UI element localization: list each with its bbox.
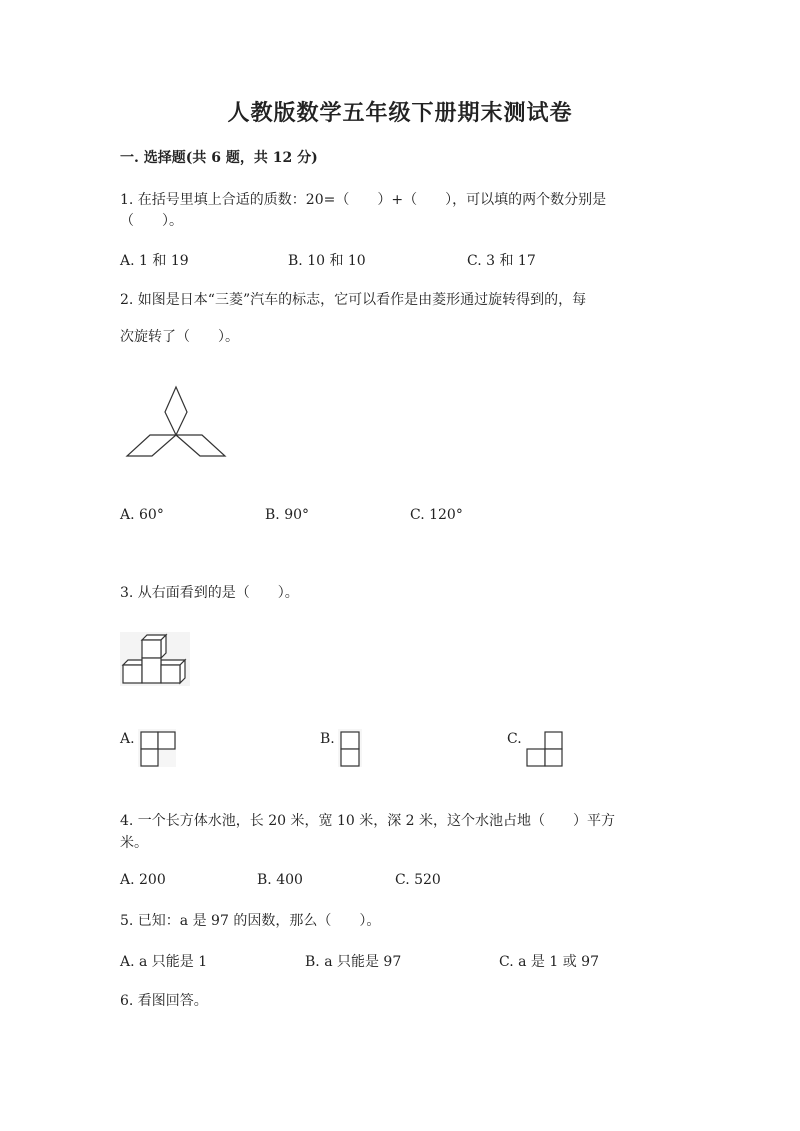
question-3-option-b: B. — [320, 731, 335, 747]
section-heading: 一. 选择题(共 6 题，共 12 分) — [120, 150, 318, 166]
question-1-option-c: C. 3 和 17 — [467, 253, 536, 269]
rhombus-right — [176, 435, 225, 456]
question-5-option-a: A. a 只能是 1 — [120, 954, 208, 970]
question-1-text-line1: 1. 在括号里填上合适的质数：20=（ ）+（ ），可以填的两个数分别是 — [120, 192, 607, 208]
question-2-text-line2: 次旋转了（ ）。 — [120, 329, 239, 345]
option-a-view-figure — [138, 729, 176, 767]
question-5-option-b: B. a 只能是 97 — [305, 954, 402, 970]
option-c-view-figure — [523, 729, 565, 767]
option-b-view-figure — [338, 729, 362, 767]
question-1-text-line2: （ ）。 — [120, 213, 183, 229]
question-6-text: 6. 看图回答。 — [120, 993, 208, 1009]
rhombus-left — [127, 435, 176, 456]
question-2-option-b: B. 90° — [265, 507, 310, 523]
question-3-option-c: C. — [507, 731, 522, 747]
question-4-option-b: B. 400 — [257, 872, 303, 888]
question-2-option-a: A. 60° — [120, 507, 164, 523]
question-5-text: 5. 已知：a 是 97 的因数，那么（ ）。 — [120, 913, 381, 929]
question-4-option-a: A. 200 — [120, 872, 166, 888]
question-4-text-line2: 米。 — [120, 835, 148, 851]
question-4-text-line1: 4. 一个长方体水池，长 20 米，宽 10 米，深 2 米，这个水池占地（ ）平方 — [120, 813, 616, 829]
question-5-option-c: C. a 是 1 或 97 — [499, 954, 599, 970]
question-2-option-c: C. 120° — [410, 507, 463, 523]
question-1-option-b: B. 10 和 10 — [288, 253, 366, 269]
mitsubishi-logo-figure — [120, 380, 230, 462]
rhombus-top — [165, 387, 187, 435]
cube-stack-figure — [120, 632, 190, 686]
question-1-option-a: A. 1 和 19 — [120, 253, 189, 269]
question-4-option-c: C. 520 — [395, 872, 441, 888]
question-3-text: 3. 从右面看到的是（ ）。 — [120, 585, 299, 601]
question-2-text-line1: 2. 如图是日本“三菱”汽车的标志，它可以看作是由菱形通过旋转得到的，每 — [120, 292, 587, 308]
question-3-option-a: A. — [120, 731, 135, 747]
page-title: 人教版数学五年级下册期末测试卷 — [227, 100, 573, 126]
